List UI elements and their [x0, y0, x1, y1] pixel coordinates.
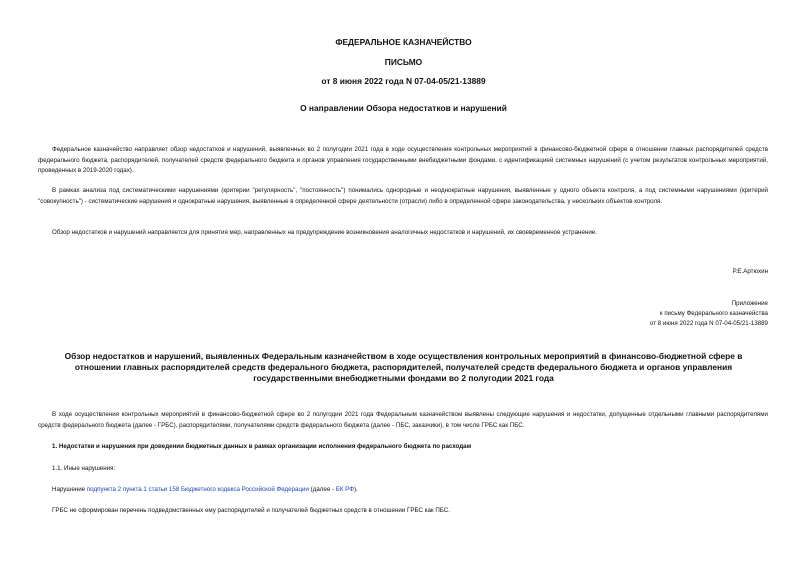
violation-prefix: Нарушение	[52, 486, 87, 493]
doc-type: ПИСЬМО	[384, 57, 423, 67]
budget-code-article-link[interactable]: подпункта 2 пункта 1 статьи 158 Бюджетного кодекса Российской Федерации	[86, 486, 309, 493]
appendix-ref: к письму Федерального казначейства	[659, 310, 768, 317]
violation-paragraph	[52, 485, 768, 496]
doc-subject: О направлении Обзора недостатков и нарушений	[300, 103, 507, 113]
violation-suffix: ).	[353, 486, 358, 493]
signature: Р.Е.Артюхин	[732, 268, 768, 275]
appendix-date-number: от 8 июня 2022 года N 07-04-05/21-13889	[649, 320, 768, 327]
agency-title: ФЕДЕРАЛЬНОЕ КАЗНАЧЕЙСТВО	[335, 37, 472, 47]
last-paragraph: ГРБС не сформирован перечень подведомственных ему распорядителей и получателей бюджетных средств в отношении ГРБС как ПБС.	[52, 507, 450, 514]
section-heading-1: 1. Недостатки и нарушения при доведении бюджетных данных в рамках организации исполнения федерального бюджета по расходам	[52, 443, 472, 450]
letter-paragraph-2: В рамках анализа под систематическими нарушениями (критерии "регулярность", "постоянность") понимались однородные и неоднократные нарушения, выявленные у одного объекта контроля, а под системными нарушениями (критерий "совокупность") - систематические нарушения и однократные нарушения, выявленные в определенной сфере деятельности (отрасли) либо в определенной сфере законодательства, у нескольких объектов контроля.	[38, 187, 768, 205]
doc-date-number: от 8 июня 2022 года N 07-04-05/21-13889	[321, 76, 486, 86]
letter-paragraph-1: Федеральное казначейство направляет обзор недостатков и нарушений, выявленных во 2 полугодии 2021 года в ходе осуществления контрольных мероприятий в финансово-бюджетной сфере в отношении главных распорядителей средств федерального бюджета, распорядителей, получателей средств федерального бюджета и органов управления государственными внебюджетными фондами, с идентификацией системных нарушений (с учетом результатов контрольных мероприятий, проведенных в 2019-2020 годах).	[38, 146, 768, 174]
review-intro: В ходе осуществления контрольных мероприятий в финансово-бюджетной сфере во 2 полугодии 2021 года Федеральным казначейством выявлены следующие нарушения и недостатки, допущенные отдельными главными распорядителями средств федерального бюджета (далее - ГРБС), распорядителями, получателями средств федерального бюджета (далее - ПБС, заказчики), в том числе ГРБС как ПБС.	[38, 411, 768, 429]
review-title: Обзор недостатков и нарушений, выявленных Федеральным казначейством в ходе осуществления контрольных мероприятий в финансово-бюджетной сфере в отношении главных распорядителей средств федерального бюджета, распорядителей, получателей средств федерального бюджета и органов управления государственными внебюджетными фондами во 2 полугодии 2021 года	[64, 351, 743, 383]
appendix-label: Приложение	[731, 300, 768, 307]
subsection-heading: 1.1. Иные нарушения:	[52, 465, 116, 472]
budget-code-abbrev-link[interactable]: БК РФ	[335, 486, 354, 493]
letter-paragraph-3: Обзор недостатков и нарушений направляется для принятия мер, направленных на предупреждение возникновения аналогичных недостатков и нарушений, их своевременное устранение.	[52, 229, 597, 236]
violation-mid: (далее -	[308, 486, 336, 493]
